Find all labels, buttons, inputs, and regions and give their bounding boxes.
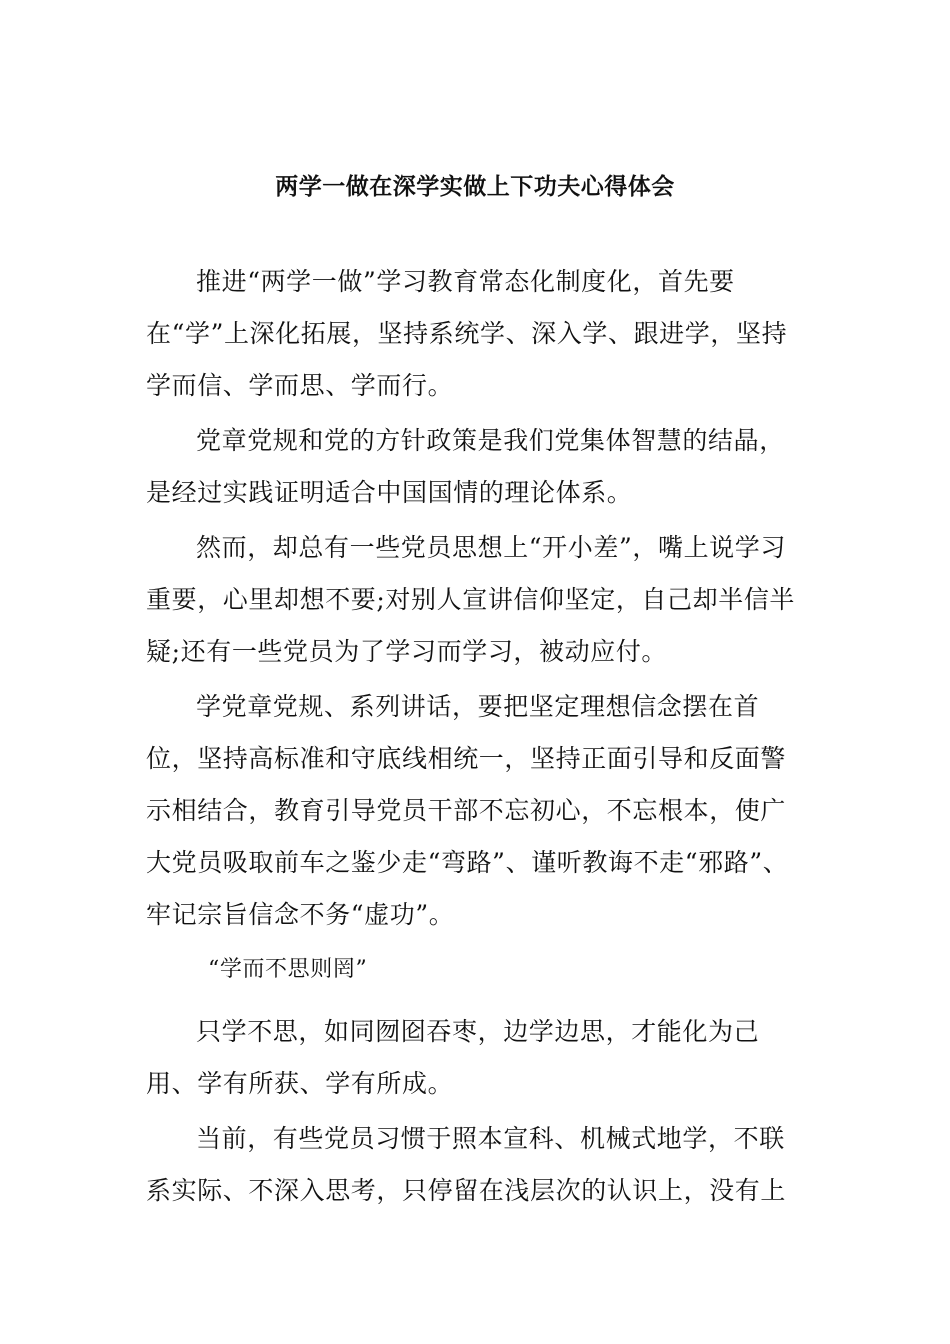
- paragraph-4: 学党章党规、系列讲话，要把坚定理想信念摆在首位，坚持高标准和守底线相统一，坚持正面引导和反面警示相结合，教育引导党员干部不忘初心，不忘根本，使广大党员吸取前车之鉴少走“弯路”、谨听教诲不走“邪路”、牢记宗旨信念不务“虚功”。: [146, 692, 789, 929]
- paragraph-1: 推进“两学一做”学习教育常态化制度化，首先要在“学”上深化拓展，坚持系统学、深入学、跟进学，坚持学而信、学而思、学而行。: [146, 267, 788, 400]
- document-body: [146, 256, 802, 1220]
- paragraph-3: 然而，却总有一些党员思想上“开小差”，嘴上说学习重要，心里却想不要;对别人宣讲信仰坚定，自己却半信半疑;还有一些党员为了学习而学习，被动应付。: [146, 533, 796, 666]
- paragraph-2: 党章党规和党的方针政策是我们党集体智慧的结晶，是经过实践证明适合中国国情的理论体系。: [146, 426, 785, 507]
- document-title: 两学一做在深学实做上下功夫心得体会: [275, 174, 675, 200]
- quote-heading: “学而不思则罔”: [208, 957, 368, 982]
- paragraph-5: 只学不思，如同囫囵吞枣，边学边思，才能化为己用、学有所获、学有所成。: [146, 1017, 760, 1098]
- paragraph-6: 当前，有些党员习惯于照本宣科、机械式地学，不联系实际、不深入思考，只停留在浅层次的认识上，没有上: [146, 1124, 787, 1205]
